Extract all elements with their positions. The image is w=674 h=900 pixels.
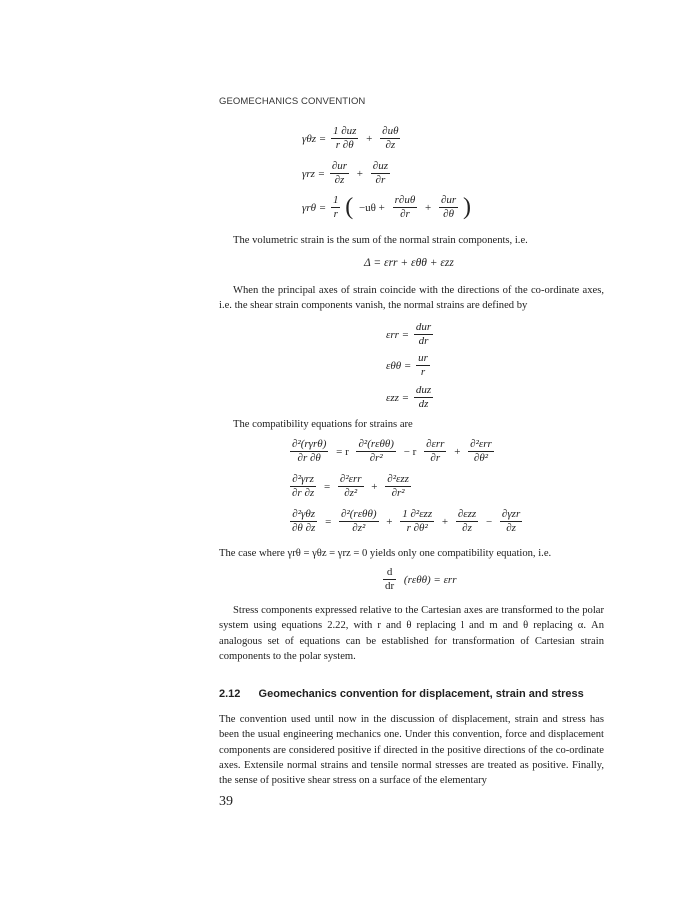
equation-compat-3: $\frac{\text{∂²γθz}}{\partial\theta \partial z}$ = $\frac{\text{∂²(rεθθ)}}{\text{∂z²}}$ + $\frac{\text{1 ∂²εzz}}{\text{r ∂θ²}}$ + $\frac{\text{∂εzz}}{\partial z}$ − $\frac{\text{∂γzr}}{\partial z}$	[292, 508, 521, 534]
paragraph-compatibility: The compatibility equations for strains are	[233, 419, 413, 430]
equation-compat-2: $\frac{\text{∂²γrz}}{\partial r \partial z}$ = $\frac{\text{∂²εrr}}{\text{∂z²}}$ + $\frac{\text{∂²εzz}}{\text{∂r²}}$	[292, 473, 409, 499]
paragraph-case: The case where γrθ = γθz = γrz = 0 yields only one compatibility equation, i.e.	[219, 548, 552, 559]
equation-single-compat: $\frac{d}{dr}$ (rεθθ) = εrr	[385, 566, 457, 592]
section-heading	[219, 688, 584, 700]
paragraph-volumetric: The volumetric strain is the sum of the normal strain components, i.e.	[233, 235, 528, 246]
equation-normal-rr: εrr = $\frac{\text{dur}}{dr}$	[386, 321, 432, 347]
equation-normal-zz: εzz = $\frac{\text{duz}}{dz}$	[386, 384, 432, 410]
equation-volumetric: Δ = εrr + εθθ + εzz	[364, 257, 454, 269]
section-number: 2.12	[219, 688, 241, 700]
equation-shear-theta-z: γθz = $\frac{1 \partial uz}{r \partial\theta}$ + $\frac{\partial u\theta}{\partial z}$	[302, 125, 399, 151]
equation-compat-1: $\frac{\text{∂²(rγrθ)}}{\partial r \partial\theta}$ = r $\frac{\text{∂²(rεθθ)}}{\text{∂r²}}$ − r $\frac{\text{∂εrr}}{\partial r}$ + $\frac{\text{∂²εrr}}{\text{∂θ²}}$	[292, 438, 492, 464]
running-header: GEOMECHANICS CONVENTION	[219, 96, 366, 107]
equation-normal-theta: εθθ = $\frac{ur}{r}$	[386, 352, 428, 378]
equation-shear-r-z: γrz = $\frac{\partial ur}{\partial z}$ + $\frac{\partial uz}{\partial r}$	[302, 160, 388, 186]
page-number: 39	[219, 794, 233, 809]
equation-shear-r-theta: γrθ = $\frac{1}{r}$ ( −uθ + $\frac{r\partial u\theta}{\partial r}$ + $\frac{\partial ur}{\partial\theta}$ )	[302, 194, 471, 220]
paragraph-stress-transform: Stress components expressed relative to the Cartesian axes are transformed to the polar system using equations 2.22, with r and θ replacing l and m and θ replacing α. An analogous set of equations can be established for transformation of Cartesian strain components to the polar system.	[219, 605, 604, 662]
paragraph-convention: The convention used until now in the discussion of displacement, strain and stress has been the usual engineering mechanics one. Under this convention, force and displacement components are considered positive if directed in the positive directions of the co-ordinate axes. Extensile normal strains and tensile normal stresses are treated as positive. Finally, the sense of positive shear stress on a surface of the elementary	[219, 714, 604, 787]
section-title: Geomechanics convention for displacement, strain and stress	[258, 688, 584, 700]
paragraph-principal-axes: When the principal axes of strain coincide with the directions of the co-ordinate axes, i.e. the shear strain components vanish, the normal strains are defined by	[219, 285, 604, 312]
